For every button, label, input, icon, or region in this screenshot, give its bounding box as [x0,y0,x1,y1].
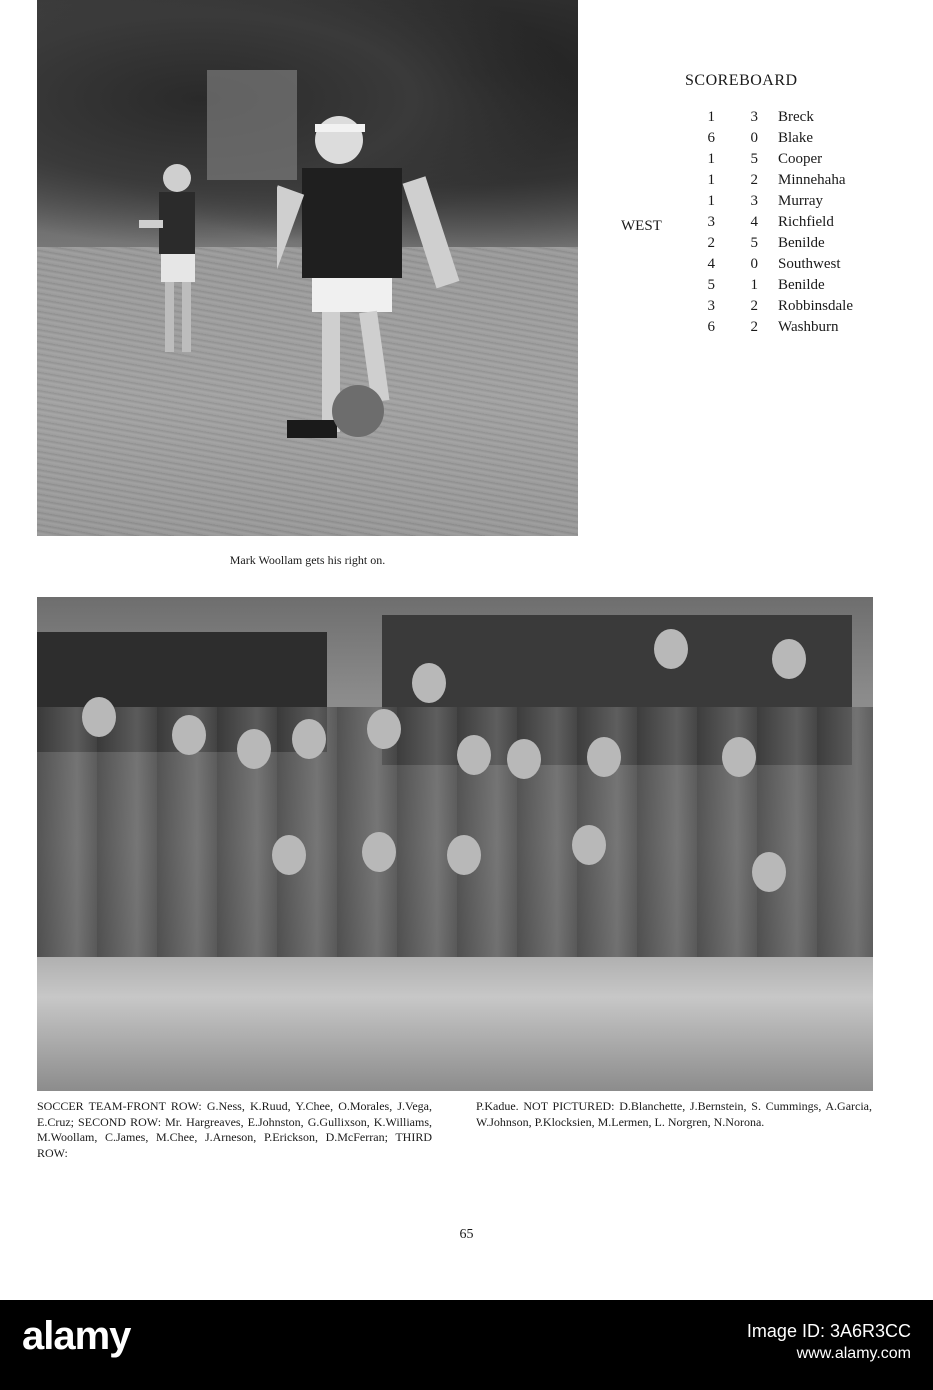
opponent-score: 3 [750,109,758,125]
team-member-head [447,835,481,875]
score-row [690,109,890,130]
opponent-name: Benilde [778,277,825,293]
team-member-head [272,835,306,875]
team-caption-right: P.Kadue. NOT PICTURED: D.Blanchette, J.Bernstein, S. Cummings, A.Garcia, W.Johnson, P.Klocksien, M.Lermen, L. Norgren, N.Norona. [476,1099,872,1129]
opponent-score: 4 [750,214,758,230]
opponent-score: 2 [750,172,758,188]
score-row [690,172,890,193]
team-member-head [722,737,756,777]
score-row [690,235,890,256]
soccer-action-photo [37,0,578,536]
opponent-score: 3 [750,193,758,209]
opponent-name: Minnehaha [778,172,846,188]
site-url: www.alamy.com [796,1345,911,1362]
opponent-score: 5 [750,151,758,167]
score-row [690,277,890,298]
west-score: 2 [707,235,715,251]
west-score: 1 [707,193,715,209]
opponent-name: Breck [778,109,814,125]
opponent-score: 0 [750,256,758,272]
opponent-name: Benilde [778,235,825,251]
west-score: 5 [707,277,715,293]
opponent-score: 2 [750,319,758,335]
score-row [690,298,890,319]
west-score: 1 [707,172,715,188]
team-member-head [507,739,541,779]
team-member-head [82,697,116,737]
footer-meta [747,1320,911,1366]
opponent-name: Robbinsdale [778,298,853,314]
action-photo-caption: Mark Woollam gets his right on. [229,553,386,567]
watermark-footer [0,1300,933,1390]
opponent-name: Richfield [778,214,834,230]
soccer-team-photo [37,597,873,1091]
team-member-head [587,737,621,777]
team-member-head [772,639,806,679]
opponent-name: Washburn [778,319,839,335]
team-member-head [367,709,401,749]
west-score: 3 [707,214,715,230]
opponent-name: Blake [778,130,813,146]
team-member-head [572,825,606,865]
opponent-score: 1 [750,277,758,293]
opponent-name: Cooper [778,151,823,167]
alamy-logo: alamy [22,1314,131,1358]
score-row [690,214,890,235]
scoreboard-team-label: WEST [621,218,662,234]
soccer-ball [332,385,384,437]
image-id: Image ID: 3A6R3CC [746,1321,911,1341]
west-score: 4 [707,256,715,272]
opponent-score: 0 [750,130,758,146]
classroom-desks [37,957,873,1091]
score-row [690,151,890,172]
team-member-head [172,715,206,755]
opponent-name: Southwest [778,256,841,272]
opponent-name: Murray [778,193,823,209]
score-row [690,130,890,151]
west-score: 6 [707,130,715,146]
team-member-head [752,852,786,892]
opponent-score: 2 [750,298,758,314]
page-number: 65 [459,1227,474,1242]
team-member-head [412,663,446,703]
opponent-score: 5 [750,235,758,251]
team-member-head [654,629,688,669]
west-score: 6 [707,319,715,335]
team-member-head [237,729,271,769]
score-row [690,319,890,340]
background-player [137,160,212,370]
team-caption-left: SOCCER TEAM-FRONT ROW: G.Ness, K.Ruud, Y.Chee, O.Morales, J.Vega, E.Cruz; SECOND ROW: Mr. Hargreaves, E.Johnston, G.Gullixson, K.Williams, M.Woollam, C.James, M.Chee, J.Arneson, P.Erickson, D.McFerran; THIRD ROW: [37,1099,432,1160]
score-row [690,193,890,214]
west-score: 1 [707,109,715,125]
team-member-head [457,735,491,775]
scoreboard-title: SCOREBOARD [685,72,798,89]
west-score: 1 [707,151,715,167]
score-row [690,256,890,277]
team-member-head [292,719,326,759]
team-member-head [362,832,396,872]
west-score: 3 [707,298,715,314]
